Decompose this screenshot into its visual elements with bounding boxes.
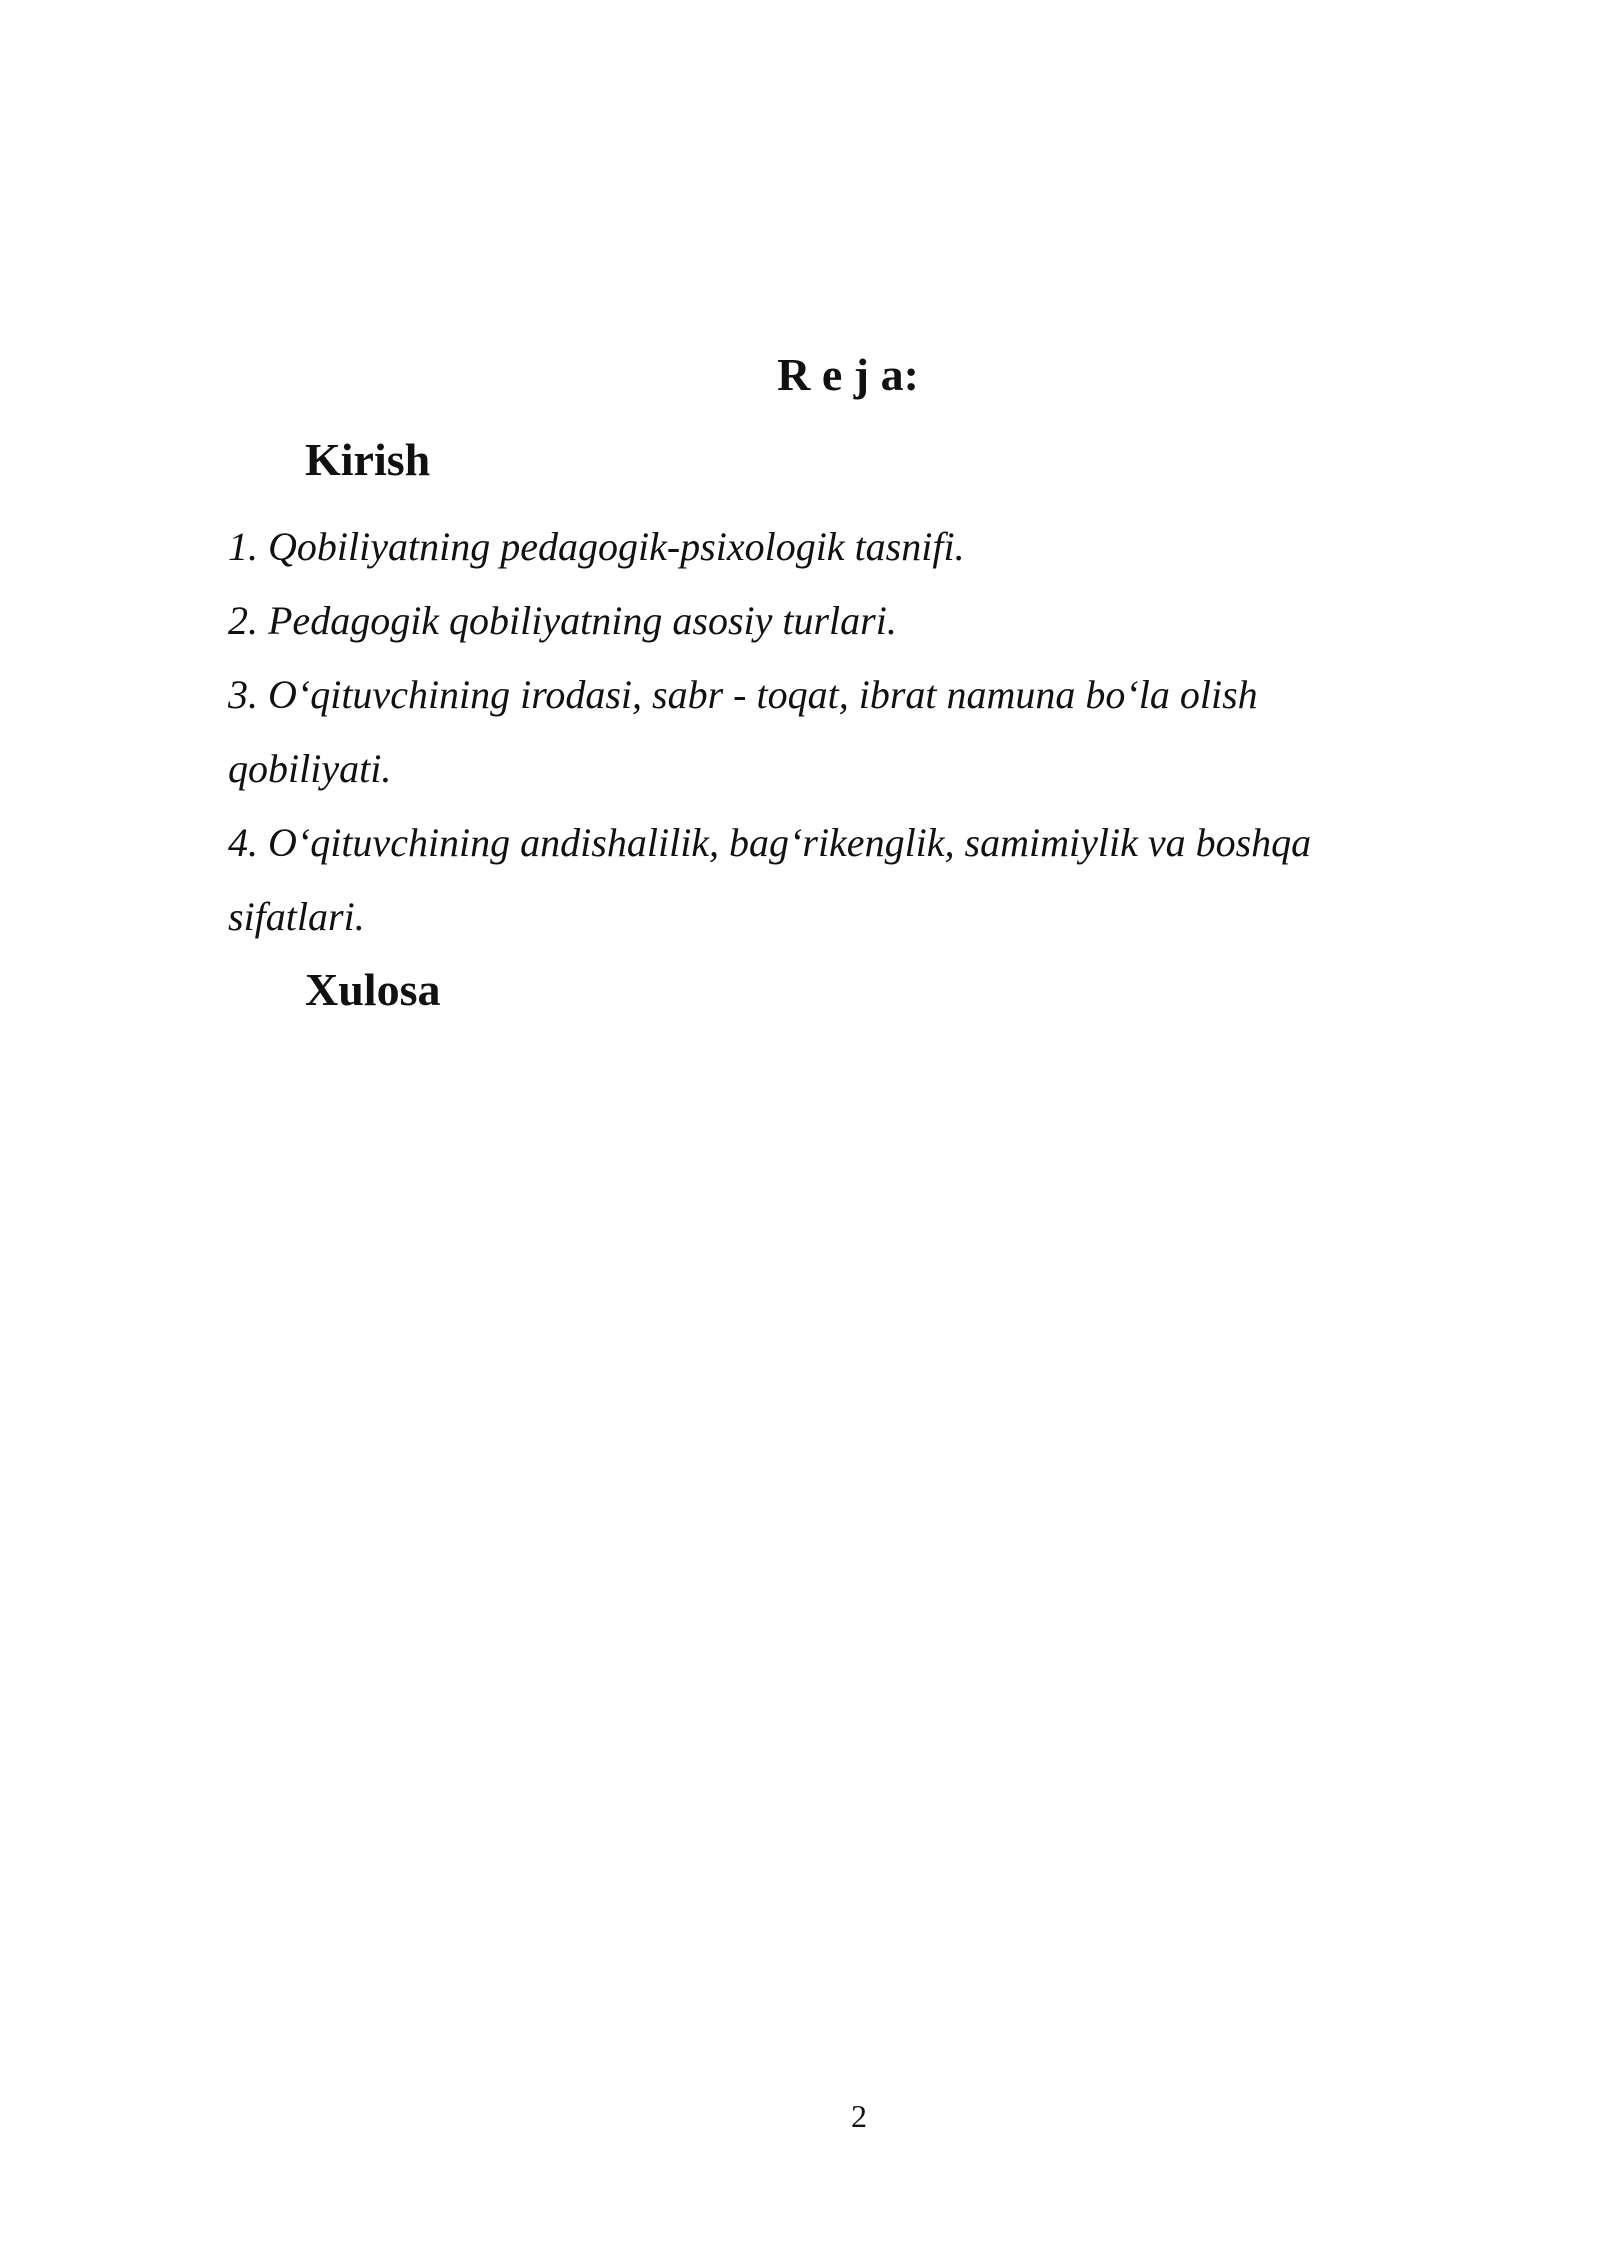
plan-title: R e j a: (777, 349, 919, 400)
plan-item-number: 1. (228, 524, 258, 569)
plan-item-1 (228, 510, 1408, 584)
plan-item-text: Qobiliyatning pedagogik-psixologik tasnifi. (268, 524, 965, 569)
plan-item-number: 3. (228, 672, 258, 717)
plan-list (228, 510, 1408, 954)
plan-item-text: O‘qituvchining irodasi, sabr - toqat, ibrat namuna bo‘la olish qobiliyati. (228, 672, 1258, 791)
plan-item-4 (228, 806, 1408, 954)
plan-item-number: 4. (228, 820, 258, 865)
plan-item-2 (228, 584, 1408, 658)
plan-item-3 (228, 658, 1408, 806)
intro-heading: Kirish (305, 434, 431, 485)
plan-item-text: O‘qituvchining andishalilik, bag‘rikenglik, samimiylik va boshqa sifatlari. (228, 820, 1312, 939)
conclusion-heading: Xulosa (305, 964, 441, 1015)
page-number: 2 (851, 2098, 867, 2134)
plan-item-text: Pedagogik qobiliyatning asosiy turlari. (268, 598, 897, 643)
plan-item-number: 2. (228, 598, 258, 643)
